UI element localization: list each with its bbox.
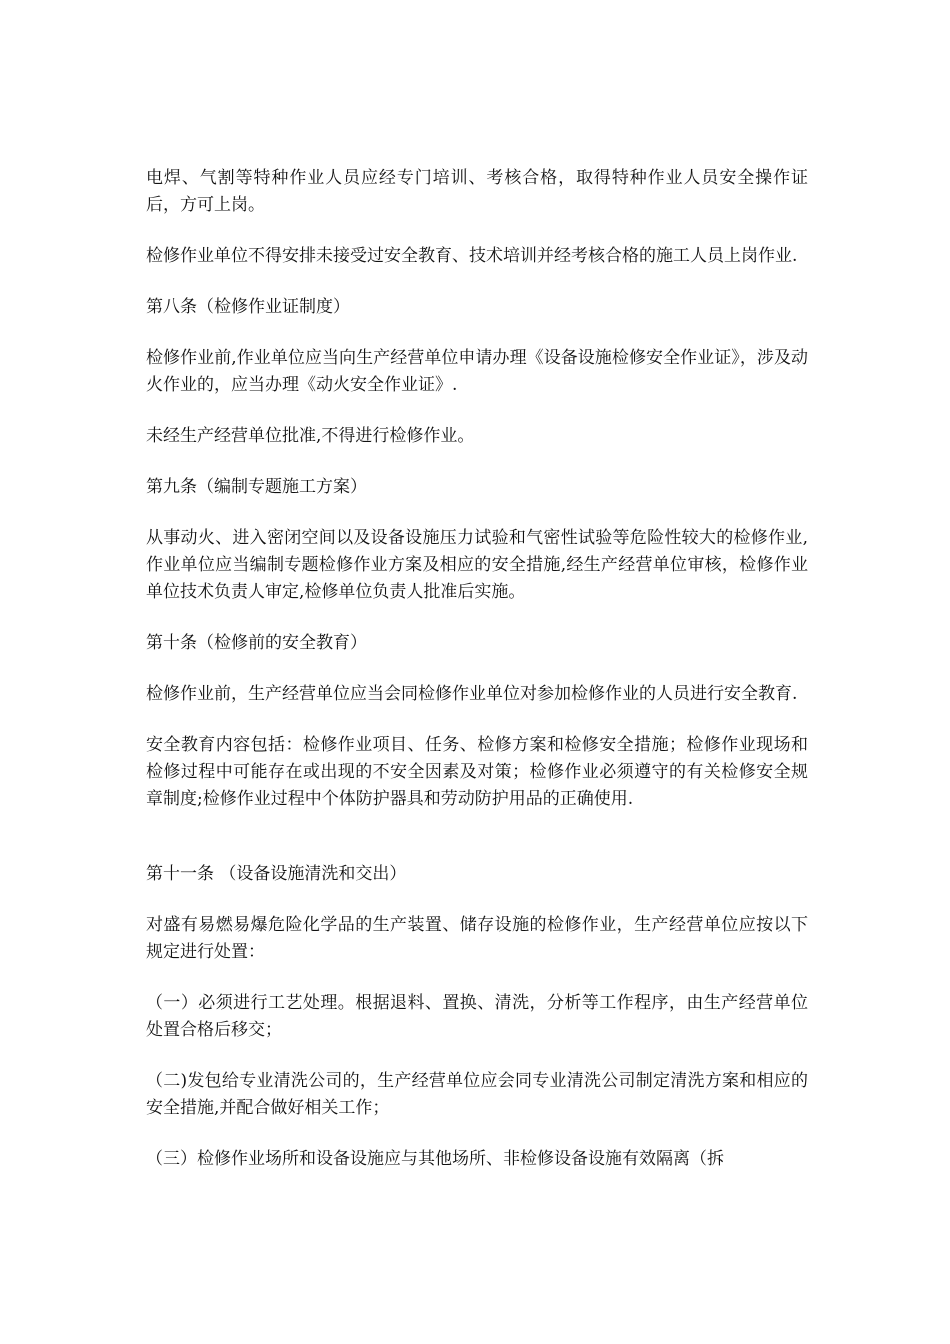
paragraph-item-2: （二)发包给专业清洗公司的，生产经营单位应会同专业清洗公司制定清洗方案和相应的安全措施,并配合做好相关工作；	[146, 1071, 808, 1118]
article-11-heading: 第十一条 （设备设施清洗和交出）	[146, 864, 407, 884]
paragraph-education-content: 安全教育内容包括：检修作业项目、任务、检修方案和检修安全措施；检修作业现场和检修过程中可能存在或出现的不安全因素及对策；检修作业必须遵守的有关检修安全规章制度;检修作业过程中个体防护器具和劳动防护用品的正确使用.	[146, 735, 808, 809]
paragraph-apply-work-permit: 检修作业前,作业单位应当向生产经营单位申请办理《设备设施检修安全作业证》，涉及动火作业的，应当办理《动火安全作业证》.	[146, 348, 808, 395]
paragraph-item-1: （一）必须进行工艺处理。根据退料、置换、清洗，分析等工作程序，由生产经营单位处置合格后移交；	[146, 993, 808, 1040]
paragraph-item-3: （三）检修作业场所和设备设施应与其他场所、非检修设备设施有效隔离（拆	[146, 1149, 724, 1169]
paragraph-hazardous-handling: 对盛有易燃易爆危险化学品的生产装置、储存设施的检修作业，生产经营单位应按以下规定进行处置：	[146, 915, 808, 962]
article-10-heading: 第十条（检修前的安全教育）	[146, 633, 367, 653]
paragraph-special-plan: 从事动火、进入密闭空间以及设备设施压力试验和气密性试验等危险性较大的检修作业,作业单位应当编制专题检修作业方案及相应的安全措施,经生产经营单位审核，检修作业单位技术负责人审定,检修单位负责人批准后实施。	[146, 528, 808, 602]
article-8-heading: 第八条（检修作业证制度）	[146, 297, 350, 317]
paragraph-safety-education: 检修作业前，生产经营单位应当会同检修作业单位对参加检修作业的人员进行安全教育.	[146, 684, 798, 704]
paragraph-approval-required: 未经生产经营单位批准,不得进行检修作业。	[146, 426, 475, 446]
paragraph-special-operators: 电焊、气割等特种作业人员应经专门培训、考核合格，取得特种作业人员安全操作证后，方可上岗。	[146, 168, 808, 215]
document-page	[146, 165, 808, 1197]
paragraph-no-untrained-workers: 检修作业单位不得安排未接受过安全教育、技术培训并经考核合格的施工人员上岗作业.	[146, 246, 798, 266]
article-9-heading: 第九条（编制专题施工方案）	[146, 477, 367, 497]
